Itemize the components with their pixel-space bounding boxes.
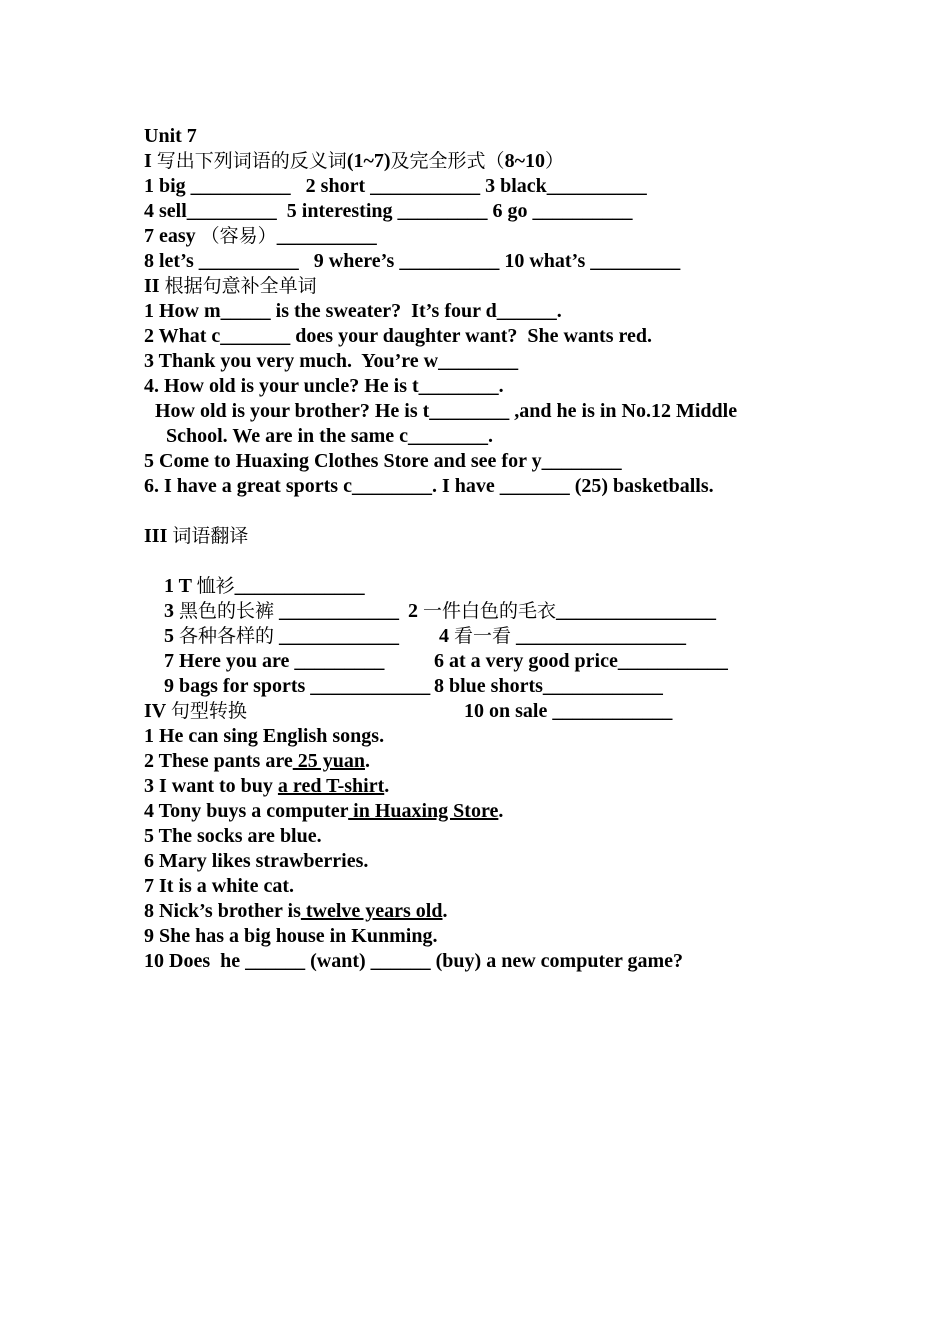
s3-item-6: 6 at a very good price___________ [434,650,728,672]
s2-question-4-b: How old is your brother? He is t________ ,and he is in No.12 Middle [155,400,738,422]
s2-question-5: 5 Come to Huaxing Clothes Store and see for y________ [144,450,622,472]
s4-sentence-4-text: 4 Tony buys a computer [144,800,349,822]
s1-line-3-word: 7 easy [144,225,201,247]
section-4-number: IV [144,700,171,722]
s3-item-2-num: 2 [408,600,423,622]
s3-item-8: 8 blue shorts____________ [434,675,663,697]
s3-item-10: 10 on sale ____________ [464,700,673,722]
section-3-heading [144,524,844,549]
s3-item-3-cn: 黑色的长裤 [179,600,275,622]
s1-line-1: 1 big __________ 2 short ___________ 3 black__________ [144,175,647,197]
section-2-title-cn: 根据句意补全单词 [164,275,317,297]
s3-item-3-num: 3 [164,600,179,622]
s3-item-2-cn: 一件白色的毛衣 [423,600,557,622]
s3-item-1-blank: _____________ [234,575,365,597]
s3-item-1-num: 1 T [164,575,197,597]
unit-title: Unit 7 [144,125,197,147]
s1-line-4: 8 let’s __________ 9 where’s __________ 10 what’s _________ [144,250,681,272]
s3-item-9: 9 bags for sports ____________ [164,675,431,697]
s4-sentence-3 [144,774,844,799]
s3-item-4-blank: _________________ [511,625,687,647]
s4-sentence-7: 7 It is a white cat. [144,875,294,897]
section-3-number: III [144,525,173,547]
s4-sentence-4-underlined: in Huaxing Store [348,800,499,822]
s1-line-2: 4 sell_________ 5 interesting _________ 6 go __________ [144,200,633,222]
s4-sentence-3-underlined: a red T-shirt [277,775,385,797]
s4-sentence-8-end: . [442,900,448,922]
section-3-title-cn: 词语翻译 [172,525,249,547]
s2-question-2: 2 What c_______ does your daughter want? She wants red. [144,325,653,347]
s4-sentence-6: 6 Mary likes strawberries. [144,850,369,872]
spacer [144,499,844,524]
s4-sentence-2-text: 2 These pants are [144,750,293,772]
s2-question-6: 6. I have a great sports c________. I have _______ (25) basketballs. [144,475,714,497]
s4-sentence-2 [144,749,844,774]
s3-item-5-num: 5 [164,625,179,647]
s1-line-3-cn: （容易） [200,225,277,247]
section-1-number: I [144,150,157,172]
section-1-heading [144,149,844,174]
s4-sentence-1: 1 He can sing English songs. [144,725,385,747]
s4-sentence-3-text: 3 I want to buy [144,775,278,797]
s1-line-3 [144,224,844,249]
section-1-range2: 8~10 [504,150,545,172]
s3-item-4-cn: 看一看 [454,625,512,647]
s2-question-1: 1 How m_____ is the sweater? It’s four d______. [144,300,562,322]
s4-sentence-2-end: . [364,750,370,772]
s3-item-3-blank: ____________ [274,600,400,622]
s3-item-7: 7 Here you are _________ [164,650,385,672]
s4-sentence-8-underlined: twelve years old [300,900,443,922]
section-4-title-cn: 句型转换 [170,700,247,722]
s3-item-5-cn: 各种各样的 [179,625,275,647]
section-1-range: (1~7) [346,150,391,172]
section-2-heading [144,274,844,299]
section-1-title-cn2: 及完全形式（ [390,150,505,172]
s3-item-2-blank: ________________ [556,600,717,622]
s3-item-5-blank: ____________ [274,625,400,647]
s4-sentence-10: 10 Does he ______ (want) ______ (buy) a new computer game? [144,950,684,972]
worksheet [144,124,844,974]
s2-question-4: 4. How old is your uncle? He is t________. [144,375,504,397]
s4-sentence-5: 5 The socks are blue. [144,825,322,847]
s4-sentence-9: 9 She has a big house in Kunming. [144,925,438,947]
s3-item-1-cn: 恤衫 [196,575,235,597]
section-2-number: II [144,275,165,297]
section-1-close-paren: ） [544,150,564,172]
s1-line-3-blank: __________ [276,225,377,247]
s4-sentence-2-underlined: 25 yuan [292,750,365,772]
section-1-title-cn: 写出下列词语的反义词 [156,150,347,172]
s4-sentence-8 [144,899,844,924]
s4-sentence-4-end: . [498,800,504,822]
s2-question-3: 3 Thank you very much. You’re w________ [144,350,519,372]
s4-sentence-3-end: . [384,775,390,797]
s3-item-4-num: 4 [439,625,454,647]
s2-question-4-c: School. We are in the same c________. [166,425,494,447]
s4-sentence-8-text: 8 Nick’s brother is [144,900,301,922]
s4-sentence-4 [144,799,844,824]
